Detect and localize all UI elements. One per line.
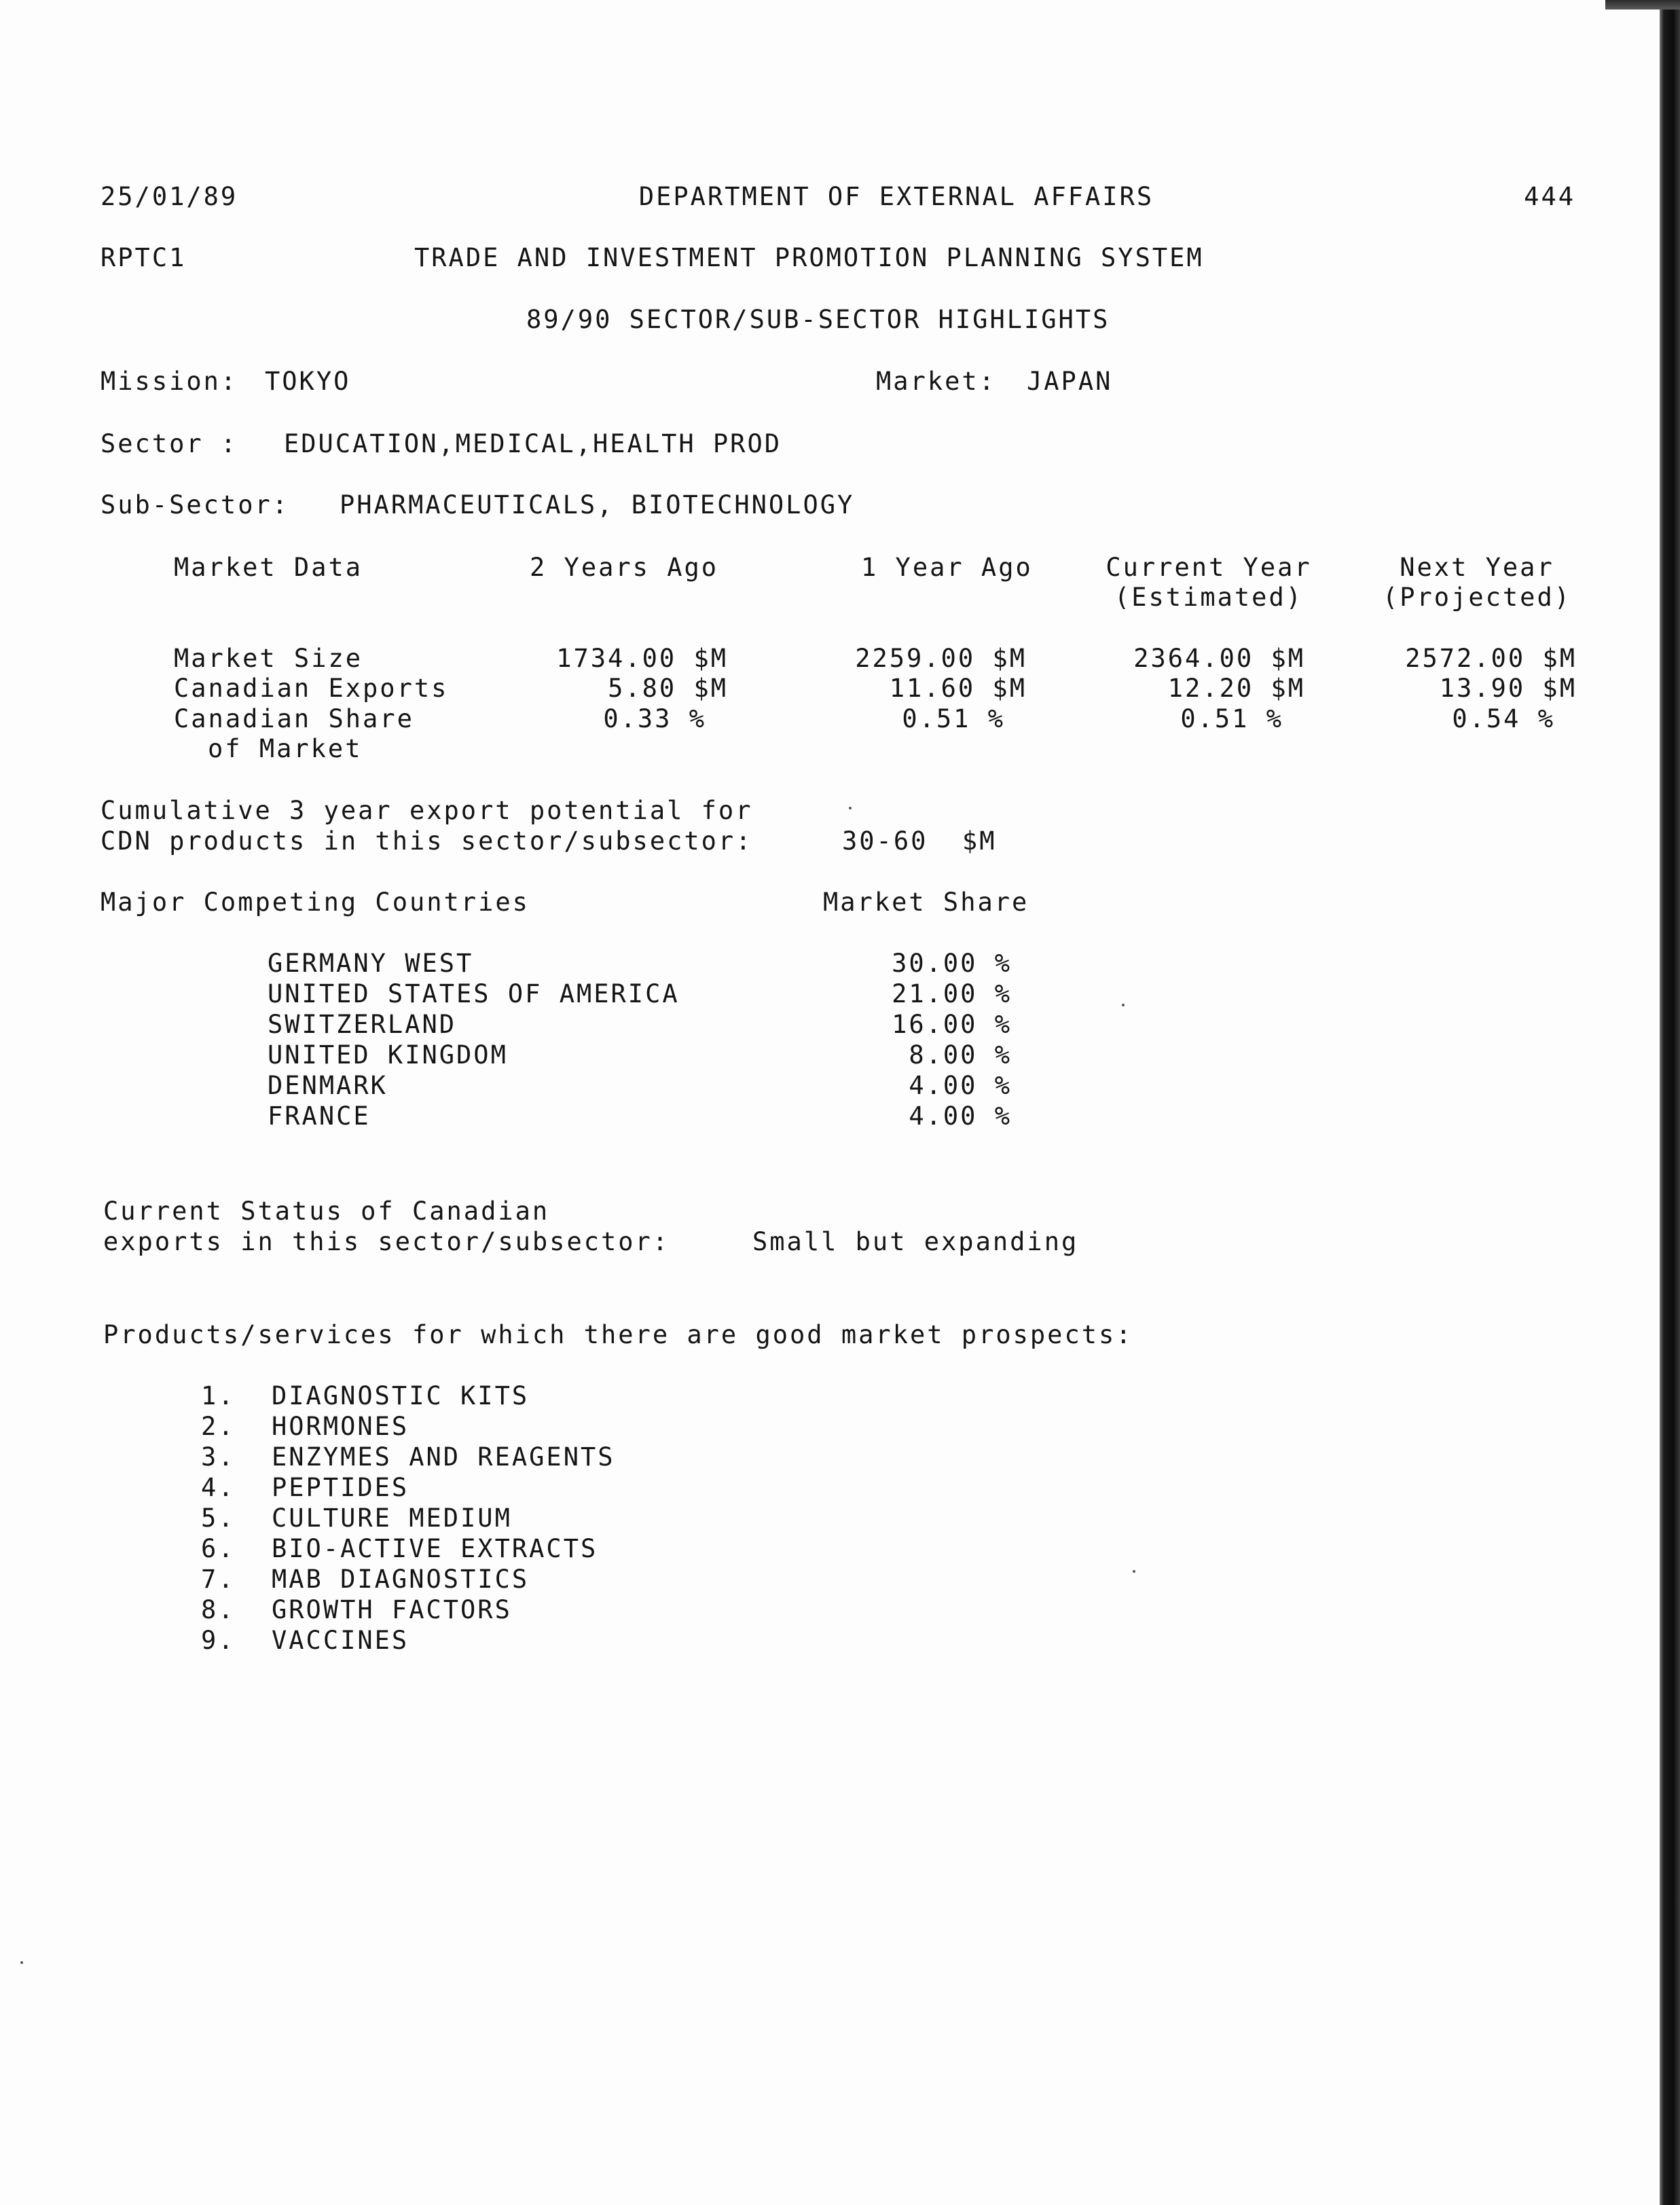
country-share: 16.00 % <box>892 1010 1012 1039</box>
competitors-header: Major Competing Countries <box>101 888 530 917</box>
mission-value: TOKYO <box>265 367 351 396</box>
country-name: GERMANY WEST <box>268 949 474 978</box>
list-item: ENZYMES AND REAGENTS <box>272 1442 615 1472</box>
list-item: DIAGNOSTIC KITS <box>272 1381 530 1410</box>
country-name: SWITZERLAND <box>268 1010 457 1039</box>
table-cell: 0.51 % <box>1180 704 1283 733</box>
market-data-header-1-year-ago: 1 Year Ago <box>861 553 1033 582</box>
list-item-number: 3. <box>201 1442 236 1472</box>
table-cell: 11.60 $M <box>889 674 1027 703</box>
market-data-header-2-years-ago: 2 Years Ago <box>530 553 719 582</box>
country-share: 21.00 % <box>892 979 1012 1008</box>
scan-speck <box>20 1961 23 1964</box>
list-item-number: 2. <box>201 1412 236 1441</box>
scan-speck <box>1122 1004 1125 1006</box>
country-share: 30.00 % <box>892 949 1012 978</box>
page-binding-edge-top <box>1605 0 1680 10</box>
status-line-2: exports in this sector/subsector: <box>103 1227 670 1256</box>
country-name: UNITED KINGDOM <box>268 1040 508 1070</box>
country-share: 4.00 % <box>909 1071 1012 1100</box>
list-item-number: 9. <box>201 1626 236 1655</box>
market-value: JAPAN <box>1027 367 1113 396</box>
list-item-number: 5. <box>201 1504 236 1533</box>
list-item: BIO-ACTIVE EXTRACTS <box>272 1534 598 1563</box>
table-cell: 0.33 % <box>603 704 706 733</box>
market-label: Market: <box>876 367 996 396</box>
list-item: MAB DIAGNOSTICS <box>272 1565 530 1594</box>
mission-label: Mission: <box>101 367 238 396</box>
report-date: 25/01/89 <box>101 182 238 211</box>
table-cell: 0.51 % <box>902 704 1005 733</box>
market-data-header-next-year: Next Year <box>1400 553 1554 582</box>
country-name: UNITED STATES OF AMERICA <box>268 979 680 1008</box>
potential-line-2: CDN products in this sector/subsector: <box>101 826 753 856</box>
scan-speck <box>1133 1570 1135 1573</box>
market-data-header-label: Market Data <box>174 553 363 582</box>
list-item: VACCINES <box>272 1626 409 1655</box>
list-item: HORMONES <box>272 1412 409 1441</box>
table-row-label-continued: of Market <box>208 734 363 763</box>
potential-line-1: Cumulative 3 year export potential for <box>101 796 753 825</box>
list-item: GROWTH FACTORS <box>272 1595 512 1624</box>
list-item: PEPTIDES <box>272 1473 409 1502</box>
table-cell: 1734.00 $M <box>556 644 728 673</box>
list-item-number: 7. <box>201 1565 236 1594</box>
department-title: DEPARTMENT OF EXTERNAL AFFAIRS <box>638 182 1154 211</box>
country-name: FRANCE <box>268 1101 371 1131</box>
table-row-label: Market Size <box>174 644 363 673</box>
page-number: 444 <box>1524 182 1575 211</box>
list-item: CULTURE MEDIUM <box>272 1504 512 1533</box>
report-code: RPTC1 <box>101 243 187 272</box>
table-cell: 13.90 $M <box>1439 674 1577 703</box>
subsector-label: Sub-Sector: <box>101 490 290 520</box>
country-share: 8.00 % <box>909 1040 1012 1070</box>
scan-speck <box>849 807 852 809</box>
country-name: DENMARK <box>268 1071 388 1100</box>
page-binding-edge <box>1660 0 1680 2205</box>
sector-value: EDUCATION,MEDICAL,HEALTH PROD <box>284 429 782 458</box>
subsector-value: PHARMACEUTICALS, BIOTECHNOLOGY <box>340 490 855 520</box>
list-item-number: 4. <box>201 1473 236 1502</box>
status-line-1: Current Status of Canadian <box>103 1197 550 1226</box>
table-row-label: Canadian Share <box>174 704 414 733</box>
table-cell: 0.54 % <box>1452 704 1555 733</box>
table-cell: 2364.00 $M <box>1133 644 1305 673</box>
list-item-number: 8. <box>201 1595 236 1624</box>
system-name: TRADE AND INVESTMENT PROMOTION PLANNING SYSTEM <box>414 243 1204 272</box>
country-share: 4.00 % <box>909 1101 1012 1131</box>
market-data-header-current-year: Current Year <box>1106 553 1312 582</box>
market-share-header: Market Share <box>823 888 1029 917</box>
sector-label: Sector : <box>101 429 238 458</box>
table-row-label: Canadian Exports <box>174 674 449 703</box>
table-cell: 12.20 $M <box>1167 674 1305 703</box>
list-item-number: 6. <box>201 1534 236 1563</box>
market-data-header-projected: (Projected) <box>1382 583 1572 612</box>
list-item-number: 1. <box>201 1381 236 1410</box>
products-heading: Products/services for which there are good market prospects: <box>103 1320 1133 1349</box>
report-title: 89/90 SECTOR/SUB-SECTOR HIGHLIGHTS <box>526 305 1110 334</box>
table-cell: 2572.00 $M <box>1405 644 1577 673</box>
market-data-header-estimated: (Estimated) <box>1114 583 1304 612</box>
status-value: Small but expanding <box>752 1227 1079 1256</box>
potential-value: 30-60 $M <box>842 826 997 856</box>
table-cell: 5.80 $M <box>608 674 728 703</box>
table-cell: 2259.00 $M <box>855 644 1027 673</box>
